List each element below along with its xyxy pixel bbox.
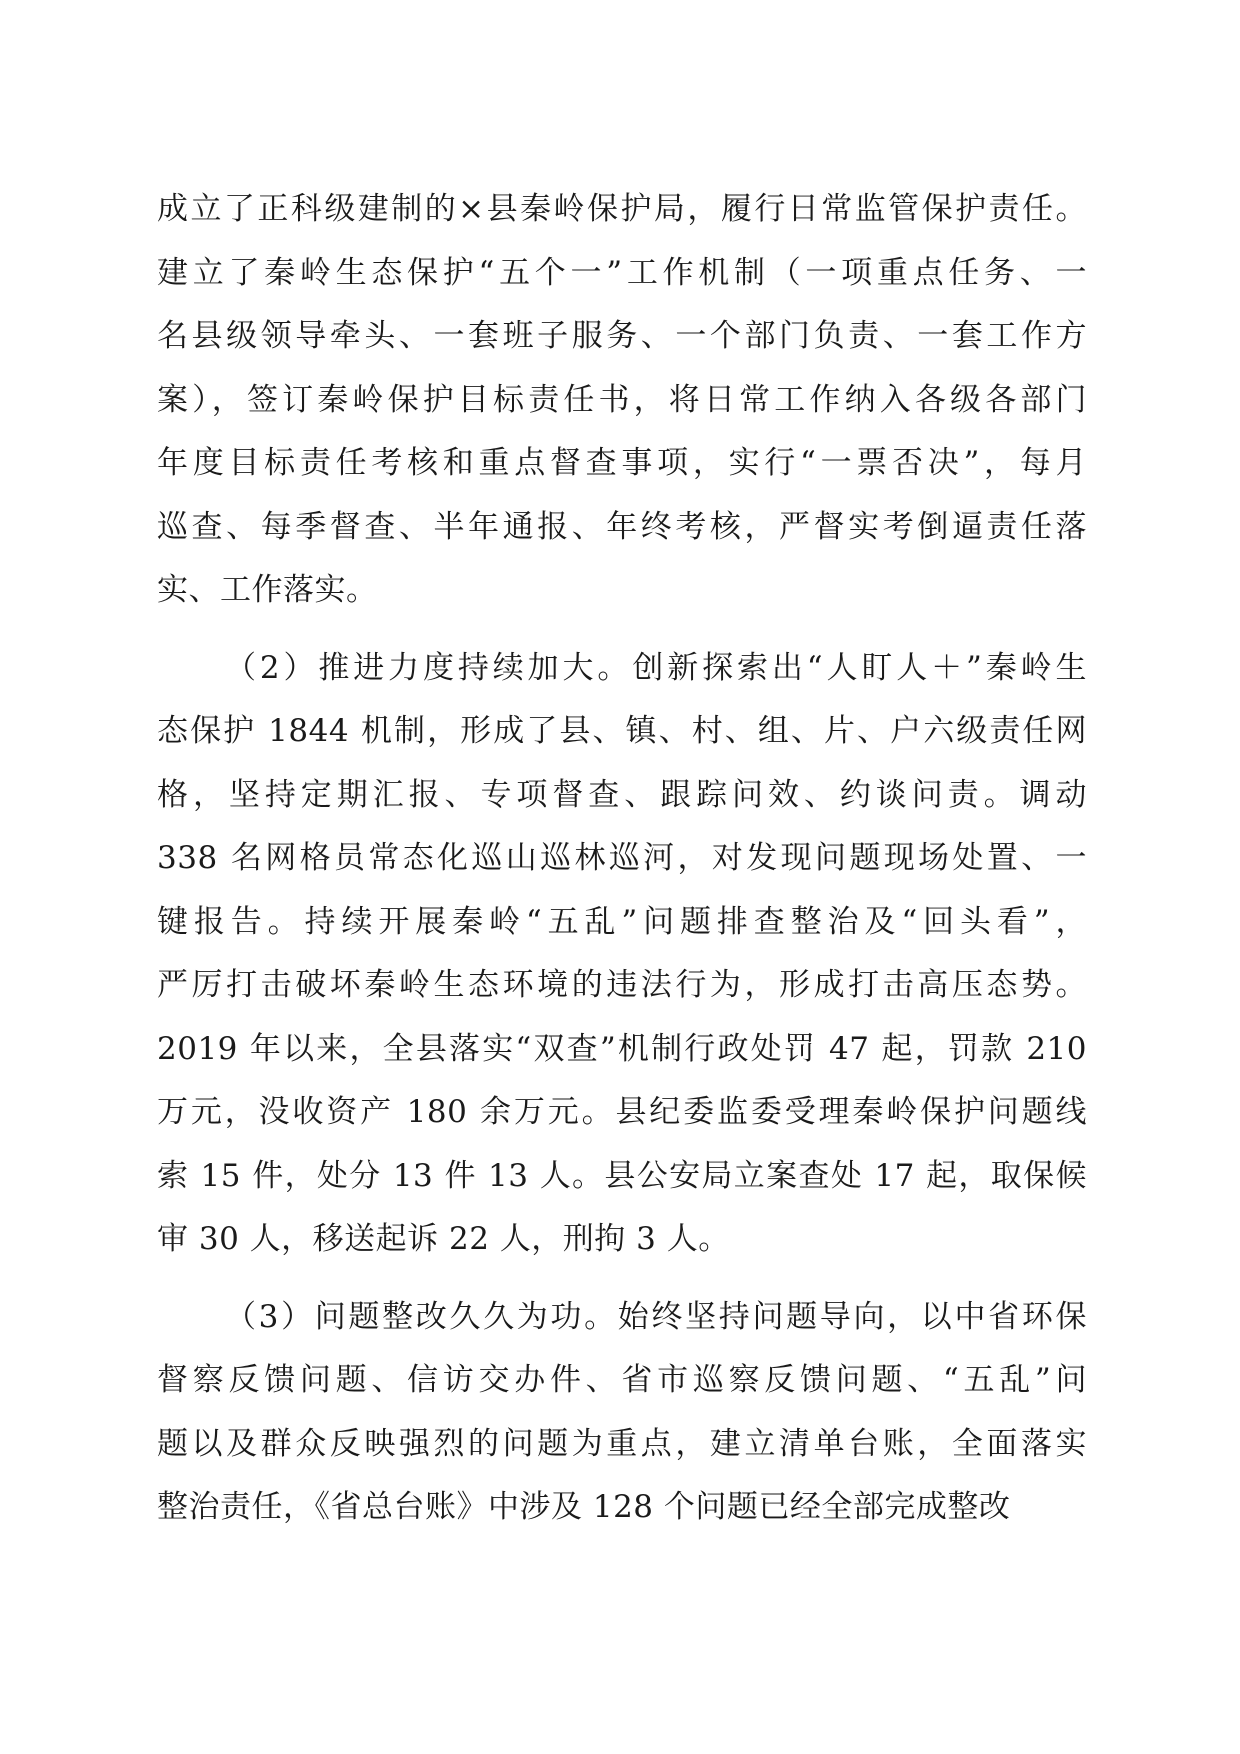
text-line: 年度目标责任考核和重点督查事项，实行“一票否决”，每月 bbox=[157, 445, 1087, 481]
text-line: 态保护 1844 机制，形成了县、镇、村、组、片、户六级责任网 bbox=[157, 713, 1087, 749]
text-line: 索 15 件，处分 13 件 13 人。县公安局立案查处 17 起，取保候 bbox=[157, 1157, 1087, 1194]
paragraph bbox=[157, 637, 1087, 1272]
text-line: 审 30 人，移送起诉 22 人，刑拘 3 人。 bbox=[157, 1221, 730, 1257]
text-line: （3）问题整改久久为功。始终坚持问题导向，以中省环保 bbox=[225, 1298, 1087, 1335]
text-line: 名县级领导牵头、一套班子服务、一个部门负责、一套工作方 bbox=[157, 318, 1087, 354]
text-line: 严厉打击破坏秦岭生态环境的违法行为，形成打击高压态势。 bbox=[157, 967, 1087, 1003]
text-line: 338 名网格员常态化巡山巡林巡河，对发现问题现场处置、一 bbox=[157, 840, 1087, 876]
text-line: 巡查、每季督查、半年通报、年终考核，严督实考倒逼责任落 bbox=[157, 508, 1087, 545]
paragraph-spacing bbox=[157, 623, 1087, 637]
text-line: 2019 年以来，全县落实“双查”机制行政处罚 47 起，罚款 210 bbox=[157, 1030, 1087, 1067]
text-line: （2）推进力度持续加大。创新探索出“人盯人＋”秦岭生 bbox=[225, 649, 1087, 686]
text-line: 整治责任，《省总台账》中涉及 128 个问题已经全部完成整改 bbox=[157, 1489, 1011, 1525]
body-text bbox=[157, 178, 1087, 1540]
text-line: 督察反馈问题、信访交办件、省市巡察反馈问题、“五乱”问 bbox=[157, 1362, 1087, 1398]
paragraph bbox=[157, 1286, 1087, 1540]
paragraph bbox=[157, 178, 1087, 623]
text-line: 题以及群众反映强烈的问题为重点，建立清单台账，全面落实 bbox=[157, 1425, 1087, 1462]
text-line: 建立了秦岭生态保护“五个一”工作机制（一项重点任务、一 bbox=[157, 254, 1087, 291]
text-line: 万元，没收资产 180 余万元。县纪委监委受理秦岭保护问题线 bbox=[157, 1094, 1087, 1130]
text-line: 格，坚持定期汇报、专项督查、跟踪问效、约谈问责。调动 bbox=[157, 776, 1087, 813]
text-line: 实、工作落实。 bbox=[157, 572, 378, 608]
text-line: 成立了正科级建制的×县秦岭保护局，履行日常监管保护责任。 bbox=[157, 191, 1087, 227]
text-line: 案），签订秦岭保护目标责任书，将日常工作纳入各级各部门 bbox=[157, 381, 1087, 418]
text-line: 键报告。持续开展秦岭“五乱”问题排查整治及“回头看”， bbox=[157, 903, 1087, 940]
paragraph-spacing bbox=[157, 1272, 1087, 1286]
